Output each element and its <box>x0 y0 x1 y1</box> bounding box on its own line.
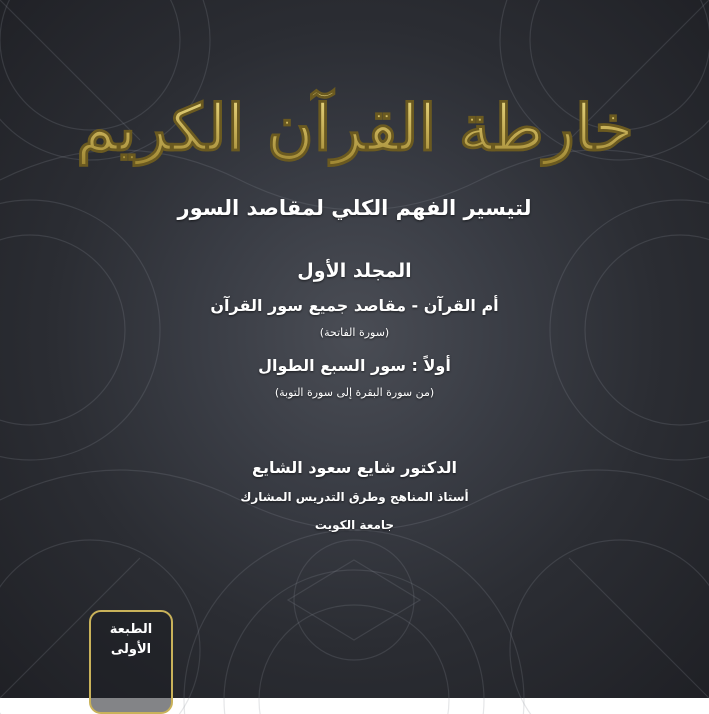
part-two-title: أولاً : سور السبع الطوال <box>258 356 451 375</box>
author-name: الدكتور شايع سعود الشايع <box>252 458 457 477</box>
part-two-note: (من سورة البقرة إلى سورة التوبة) <box>274 386 435 399</box>
calligraphy-title <box>76 70 634 180</box>
part-one-title: أم القرآن - مقاصد جميع سور القرآن <box>210 296 499 315</box>
title-text: خارطة القرآن الكريم <box>76 91 634 166</box>
author-title: أستاذ المناهج وطرق التدريس المشارك <box>240 490 469 504</box>
part-one-note: (سورة الفاتحة) <box>319 326 390 339</box>
subtitle: لتيسير الفهم الكلي لمقاصد السور <box>177 196 532 220</box>
edition-label-line2: الأولى <box>110 642 152 657</box>
author-university: جامعة الكويت <box>314 518 395 532</box>
volume-label: المجلد الأول <box>297 260 412 282</box>
edition-label-line1: الطبعة <box>109 622 153 637</box>
